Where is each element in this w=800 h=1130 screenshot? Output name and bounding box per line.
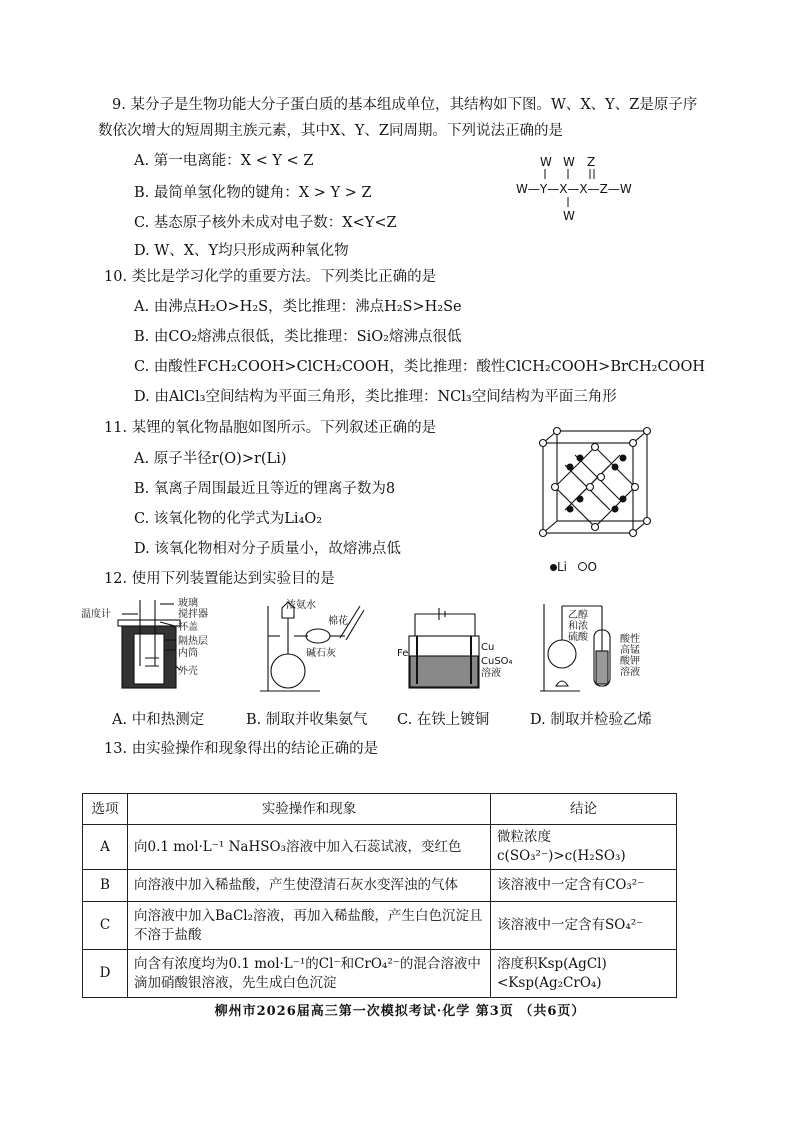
q10-option-b: B. 由CO₂熔沸点很低，类比推理：SiO₂熔沸点很低 bbox=[134, 329, 462, 345]
svg-text:CuSO₄: CuSO₄ bbox=[481, 656, 513, 667]
q9-option-a: A. 第一电离能：X < Y < Z bbox=[134, 153, 314, 169]
q12-caption-d: D. 制取并检验乙烯 bbox=[530, 712, 652, 728]
q10-option-a: A. 由沸点H₂O>H₂S，类比推理：沸点H₂S>H₂Se bbox=[134, 299, 462, 315]
q10-option-c: C. 由酸性FCH₂COOH>ClCH₂COOH，类比推理：酸性ClCH₂COOH>BrCH₂COOH bbox=[134, 359, 705, 375]
struct-top-z: Z bbox=[587, 155, 596, 169]
struct-main-chain: W—Y—X—X—Z—W bbox=[516, 182, 632, 196]
svg-text:棉花: 棉花 bbox=[328, 616, 348, 627]
q9-option-d: D. W、X、Y均只形成两种氧化物 bbox=[134, 243, 349, 259]
q11-option-a: A. 原子半径r(O)>r(Li) bbox=[134, 451, 287, 467]
q11-crystal-cell bbox=[535, 425, 655, 555]
q13-table bbox=[82, 793, 677, 998]
svg-text:溶液: 溶液 bbox=[620, 667, 640, 678]
svg-text:Cu: Cu bbox=[481, 642, 495, 653]
svg-text:杯盖: 杯盖 bbox=[178, 622, 198, 633]
q11-option-d: D. 该氧化物相对分子质量小，故熔沸点低 bbox=[134, 541, 401, 557]
header-conclusion: 结论 bbox=[491, 794, 677, 825]
svg-text:温度计: 温度计 bbox=[81, 609, 111, 620]
q10-stem: 10. 类比是学习化学的重要方法。下列类比正确的是 bbox=[104, 269, 437, 285]
q12-fig-b-ammonia bbox=[240, 596, 370, 696]
table-row: A 向0.1 mol·L⁻¹ NaHSO₃溶液中加入石蕊试液，变红色 微粒浓度c(SO₃²⁻)>c(H₂SO₃) bbox=[83, 825, 677, 870]
svg-text:搅拌器: 搅拌器 bbox=[178, 609, 208, 620]
q11-option-c: C. 该氧化物的化学式为Li₄O₂ bbox=[134, 511, 323, 527]
q13-stem: 13. 由实验操作和现象得出的结论正确的是 bbox=[104, 741, 379, 757]
svg-text:玻璃: 玻璃 bbox=[178, 598, 198, 609]
struct-top-w2: W bbox=[563, 155, 575, 169]
li-legend-label: Li bbox=[557, 560, 568, 574]
svg-text:乙醇: 乙醇 bbox=[568, 610, 588, 621]
o-legend-label: O bbox=[587, 560, 597, 574]
q12-caption-a: A. 中和热测定 bbox=[112, 712, 205, 728]
q12-fig-a-calorimeter bbox=[80, 596, 215, 696]
svg-text:内筒: 内筒 bbox=[178, 648, 198, 659]
svg-text:浓氨水: 浓氨水 bbox=[286, 600, 316, 611]
svg-text:外壳: 外壳 bbox=[178, 666, 198, 677]
svg-text:酸钾: 酸钾 bbox=[620, 656, 640, 667]
q9-structure-diagram bbox=[510, 152, 660, 227]
svg-text:高锰: 高锰 bbox=[620, 645, 640, 656]
table-row: D 向含有浓度均为0.1 mol·L⁻¹的Cl⁻和CrO₄²⁻的混合溶液中滴加硝酸银溶液，先生成白色沉淀 溶度积Ksp(AgCl)<Ksp(Ag₂CrO₄) bbox=[83, 950, 677, 998]
svg-text:隔热层: 隔热层 bbox=[178, 636, 208, 647]
svg-text:溶液: 溶液 bbox=[481, 668, 501, 679]
q9-stem-line2: 数依次增大的短周期主族元素，其中X、Y、Z同周期。下列说法正确的是 bbox=[98, 123, 563, 139]
q10-option-d: D. 由AlCl₃空间结构为平面三角形，类比推理：NCl₃空间结构为平面三角形 bbox=[134, 389, 617, 405]
svg-text:Fe: Fe bbox=[397, 648, 409, 659]
svg-text:和浓: 和浓 bbox=[568, 621, 588, 632]
svg-text:硫酸: 硫酸 bbox=[568, 632, 588, 643]
struct-bottom-w: W bbox=[563, 209, 575, 223]
q11-stem: 11. 某锂的氧化物晶胞如图所示。下列叙述正确的是 bbox=[104, 420, 437, 436]
table-row: B 向溶液中加入稀盐酸，产生使澄清石灰水变浑浊的气体 该溶液中一定含有CO₃²⁻ bbox=[83, 870, 677, 902]
page-footer: 柳州市2026届高三第一次模拟考试·化学 第3页 （共6页） bbox=[214, 1004, 586, 1019]
struct-top-w1: W bbox=[540, 155, 552, 169]
header-option: 选项 bbox=[83, 794, 128, 825]
q12-caption-b: B. 制取并收集氨气 bbox=[246, 712, 368, 728]
q9-option-b: B. 最简单氢化物的键角：X > Y > Z bbox=[134, 185, 372, 201]
q12-fig-c-electroplating bbox=[395, 606, 513, 696]
q11-legend bbox=[550, 560, 597, 574]
table-header-row bbox=[83, 794, 677, 825]
li-legend-dot bbox=[550, 564, 557, 571]
table-row: C 向溶液中加入BaCl₂溶液，再加入稀盐酸，产生白色沉淀且不溶于盐酸 该溶液中一定含有SO₄²⁻ bbox=[83, 902, 677, 950]
q9-stem-line1: 9. 某分子是生物功能大分子蛋白质的基本组成单位，其结构如下图。W、X、Y、Z是原子序 bbox=[112, 97, 698, 113]
q11-option-b: B. 氧离子周围最近且等近的锂离子数为8 bbox=[134, 481, 396, 497]
svg-text:酸性: 酸性 bbox=[620, 634, 640, 645]
q12-stem: 12. 使用下列装置能达到实验目的是 bbox=[104, 571, 335, 587]
q12-fig-d-ethylene bbox=[530, 596, 660, 696]
q9-option-c: C. 基态原子核外未成对电子数：X<Y<Z bbox=[134, 215, 397, 231]
svg-text:碱石灰: 碱石灰 bbox=[306, 648, 336, 659]
q12-caption-c: C. 在铁上镀铜 bbox=[397, 712, 490, 728]
header-operation: 实验操作和现象 bbox=[128, 794, 491, 825]
